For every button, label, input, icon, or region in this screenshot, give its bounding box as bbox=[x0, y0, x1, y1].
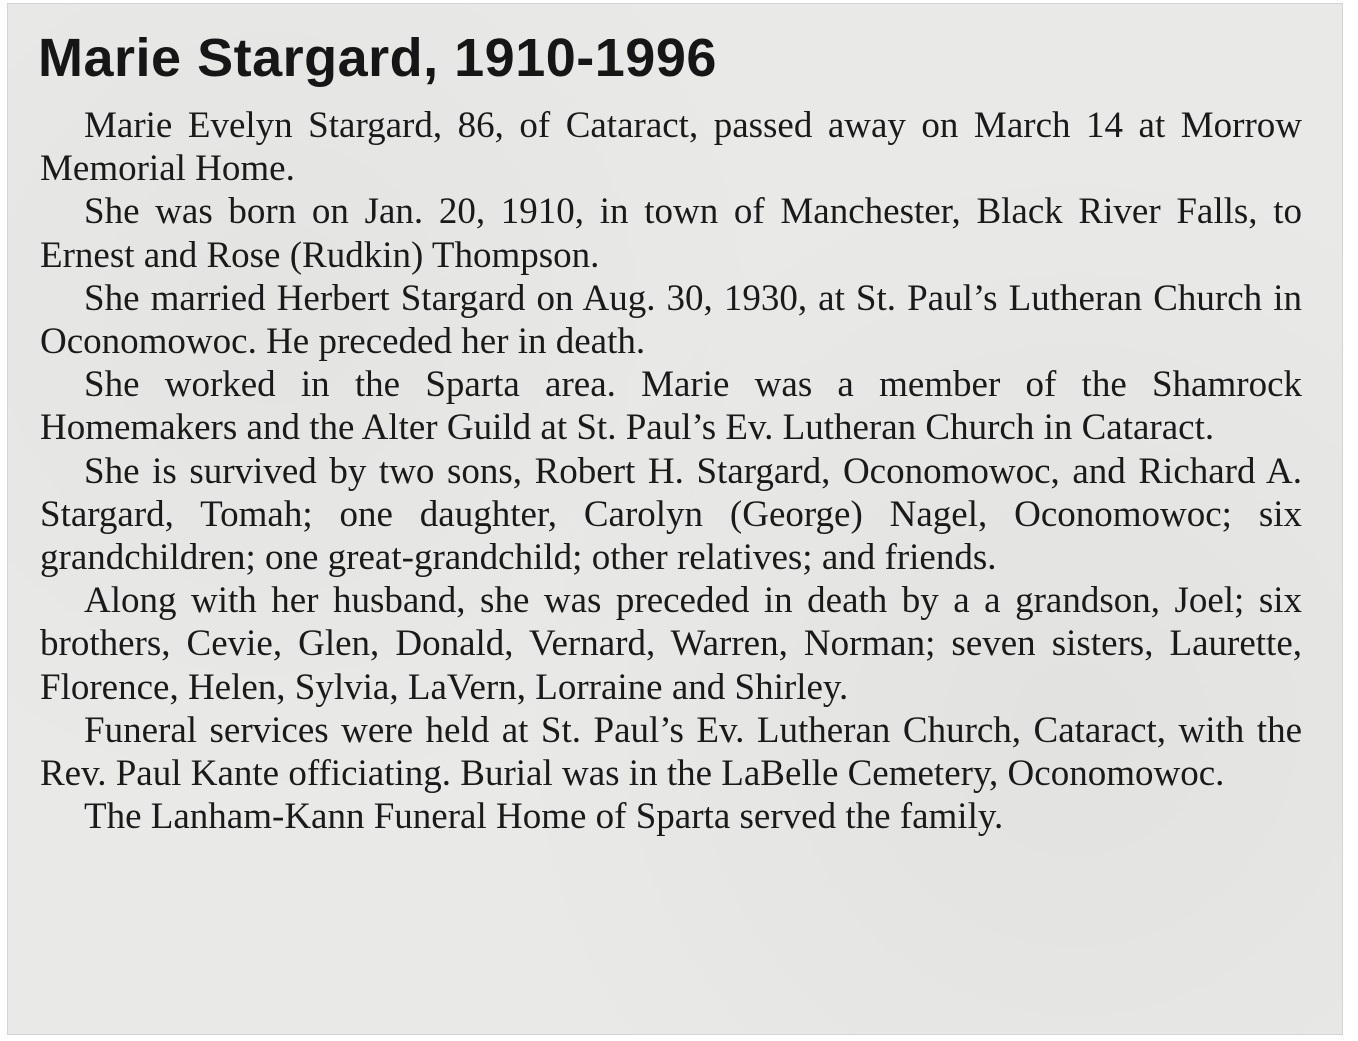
paragraph-funeral-services: Funeral services were held at St. Paul’s Ev. Lutheran Church, Cataract, with the Rev. Paul Kante officiating. Burial was in the LaBelle Cemetery, Oconomowoc. bbox=[40, 709, 1302, 795]
paragraph-marriage: She married Herbert Stargard on Aug. 30, 1930, at St. Paul’s Lutheran Church in Oconomowoc. He preceded her in death. bbox=[40, 277, 1302, 363]
paragraph-survivors: She is survived by two sons, Robert H. Stargard, Oconomowoc, and Richard A. Stargard, Tomah; one daughter, Carolyn (George) Nagel, Oconomowoc; six grandchildren; one great-grandchild; other relatives; and friends. bbox=[40, 450, 1302, 579]
paragraph-birth: She was born on Jan. 20, 1910, in town of Manchester, Black River Falls, to Ernest and Rose (Rudkin) Thompson. bbox=[40, 191, 1302, 276]
newspaper-clipping bbox=[8, 4, 1342, 1034]
paragraph-preceded-in-death: Along with her husband, she was preceded in death by a a grandson, Joel; six brothers, Cevie, Glen, Donald, Vernard, Warren, Norman; seven sisters, Laurette, Florence, Helen, Sylvia, LaVern, Lorraine and Shirley. bbox=[40, 580, 1302, 708]
obituary-body bbox=[40, 104, 1302, 838]
paragraph-funeral-home: The Lanham-Kann Funeral Home of Sparta served the family. bbox=[84, 796, 1004, 838]
obituary-headline: Marie Stargard, 1910-1996 bbox=[38, 28, 717, 88]
paragraph-death-notice: Marie Evelyn Stargard, 86, of Cataract, passed away on March 14 at Morrow Memorial Home. bbox=[40, 105, 1302, 190]
paragraph-work-memberships: She worked in the Sparta area. Marie was a member of the Shamrock Homemakers and the Alter Guild at St. Paul’s Ev. Lutheran Church in Cataract. bbox=[40, 364, 1302, 449]
